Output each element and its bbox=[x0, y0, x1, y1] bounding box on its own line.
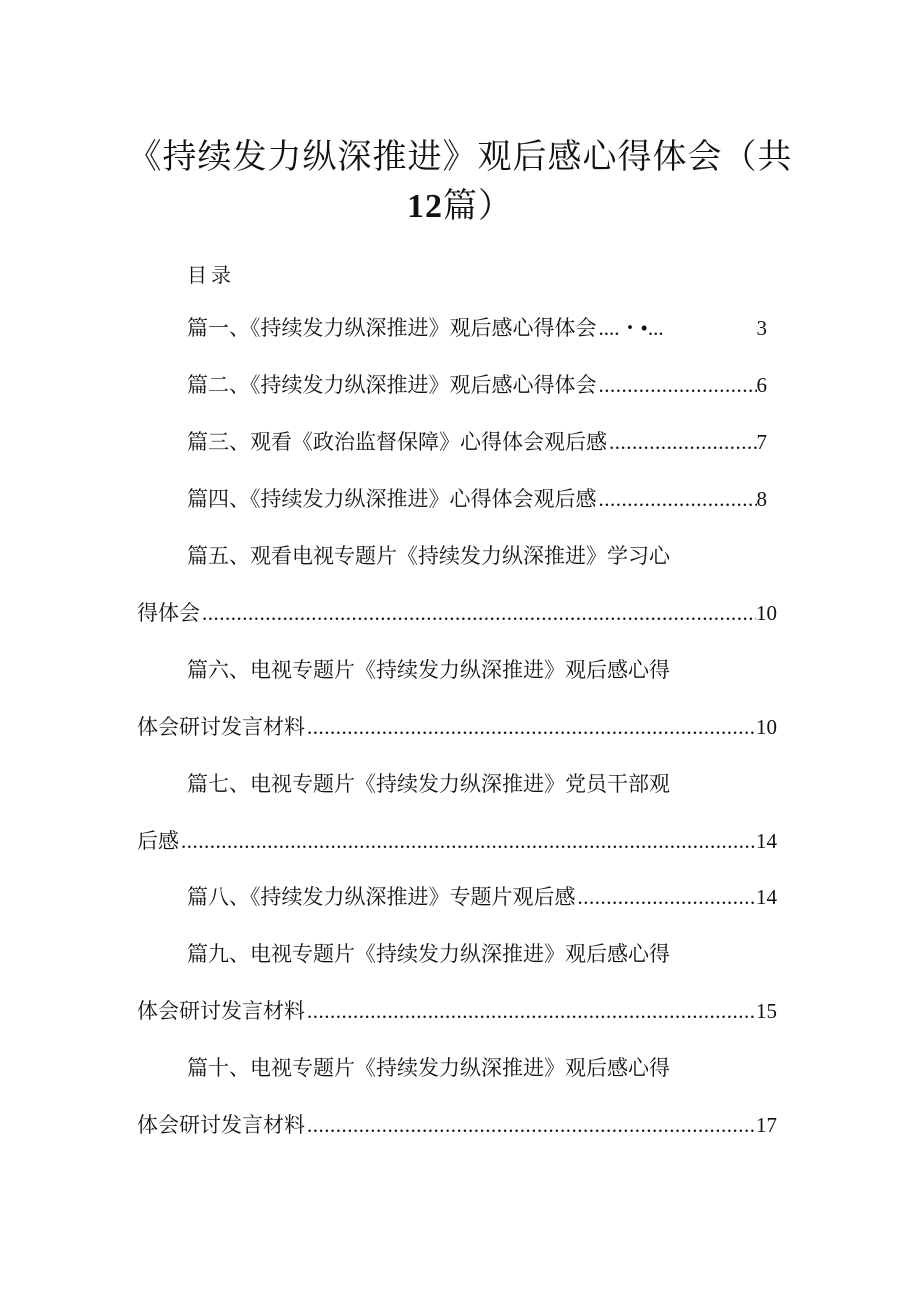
toc-entry[interactable] bbox=[187, 484, 767, 514]
toc-entry[interactable] bbox=[187, 370, 767, 400]
toc-entry[interactable] bbox=[187, 882, 777, 912]
toc-entry-page: 10 bbox=[756, 601, 777, 625]
toc-entry-label-line-1[interactable]: 篇九、电视专题片《持续发力纵深推进》观后感心得 bbox=[187, 942, 670, 966]
toc-entry-leader bbox=[307, 712, 756, 742]
toc-entry-page: 6 bbox=[756, 373, 767, 397]
toc-entry[interactable] bbox=[137, 1110, 777, 1140]
document-title-line-1: 《持续发力纵深推进》观后感心得体会（共 bbox=[127, 137, 793, 177]
toc-entry-leader bbox=[609, 427, 757, 457]
toc-entry-label: 篇三、观看《政治监督保障》心得体会观后感 bbox=[187, 430, 607, 454]
toc-entry-label-line-2: 体会研讨发言材料 bbox=[137, 1113, 305, 1137]
document-title-line-2 bbox=[0, 186, 920, 227]
toc-entry-leader bbox=[307, 1110, 756, 1140]
toc-entry-page: 15 bbox=[756, 999, 777, 1023]
toc-entry-label-line-1[interactable]: 篇七、电视专题片《持续发力纵深推进》党员干部观 bbox=[187, 772, 670, 796]
toc-entry-label: 篇二、《持续发力纵深推进》观后感心得体会 bbox=[187, 373, 597, 397]
toc-entry-label: 篇一、《持续发力纵深推进》观后感心得体会 bbox=[187, 316, 597, 340]
title-article-count: 12 bbox=[407, 188, 443, 225]
toc-entry-label: 篇八、《持续发力纵深推进》专题片观后感 bbox=[187, 885, 576, 909]
toc-entry-page: 3 bbox=[756, 316, 767, 340]
toc-entry[interactable] bbox=[137, 598, 777, 628]
toc-entry-label-line-2: 得体会 bbox=[137, 601, 200, 625]
toc-entry-leader: ....・•... bbox=[598, 316, 664, 340]
title-article-unit: 篇） bbox=[443, 186, 513, 226]
toc-entry-leader bbox=[599, 370, 757, 400]
toc-entry-leader bbox=[599, 484, 757, 514]
toc-entry-page: 14 bbox=[756, 885, 777, 909]
toc-entry[interactable] bbox=[187, 427, 767, 457]
toc-entry-label: 篇四、《持续发力纵深推进》心得体会观后感 bbox=[187, 487, 597, 511]
toc-entry-page: 7 bbox=[756, 430, 767, 454]
toc-heading: 目录 bbox=[187, 263, 235, 287]
toc-entry-page: 10 bbox=[756, 715, 777, 739]
toc-entry[interactable] bbox=[137, 826, 777, 856]
toc-entry-label-line-2: 体会研讨发言材料 bbox=[137, 715, 305, 739]
toc-entry-leader bbox=[181, 826, 756, 856]
toc-entry-page: 17 bbox=[756, 1113, 777, 1137]
toc-entry-label-line-2: 后感 bbox=[137, 829, 179, 853]
toc-entry-label-line-1[interactable]: 篇六、电视专题片《持续发力纵深推进》观后感心得 bbox=[187, 658, 670, 682]
toc-entry-label-line-1[interactable]: 篇五、观看电视专题片《持续发力纵深推进》学习心 bbox=[187, 544, 670, 568]
toc-entry-label-line-1[interactable]: 篇十、电视专题片《持续发力纵深推进》观后感心得 bbox=[187, 1056, 670, 1080]
toc-entry[interactable] bbox=[137, 996, 777, 1026]
toc-entry-leader bbox=[307, 996, 756, 1026]
toc-entry-leader bbox=[578, 882, 757, 912]
toc-entry-page: 8 bbox=[756, 487, 767, 511]
toc-entry-label-line-2: 体会研讨发言材料 bbox=[137, 999, 305, 1023]
toc-entry[interactable] bbox=[187, 313, 767, 343]
toc-entry-page: 14 bbox=[756, 829, 777, 853]
toc-entry[interactable] bbox=[137, 712, 777, 742]
toc-entry-leader bbox=[202, 598, 756, 628]
